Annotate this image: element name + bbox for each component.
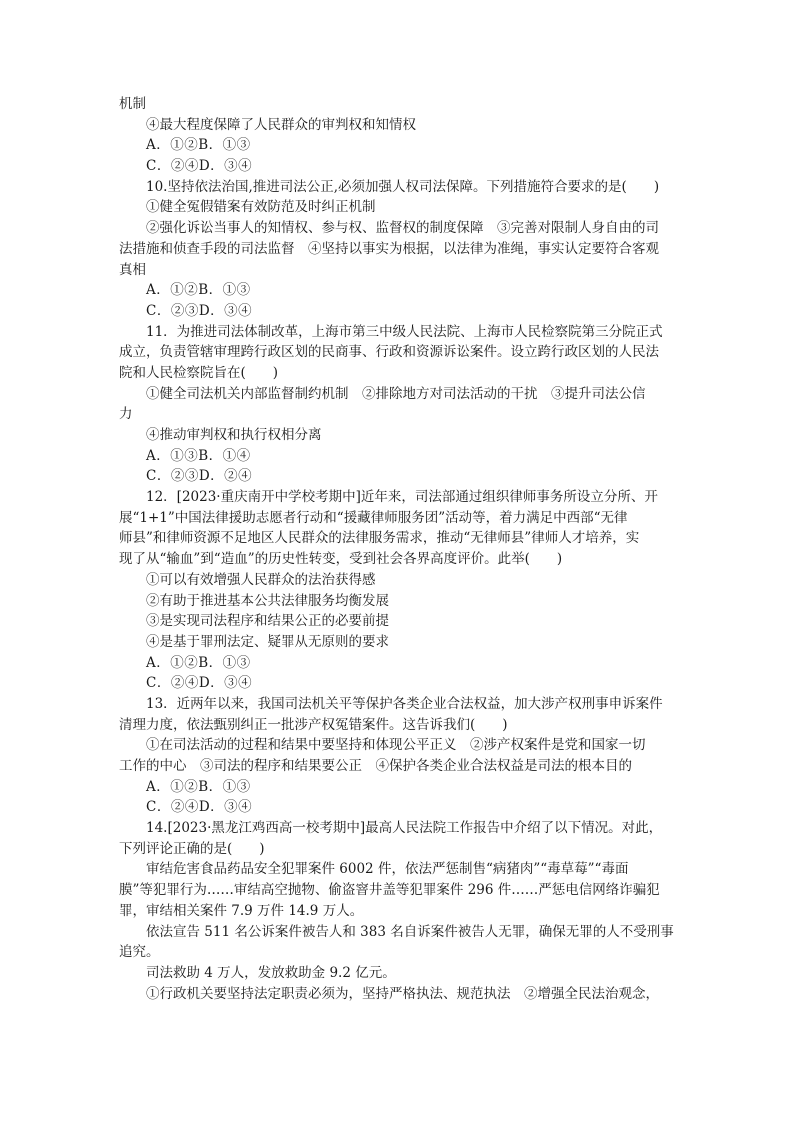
text-line: ①行政机关要坚持法定职责必须为，坚持严格执法、规范执法 ②增强全民法治观念，: [146, 985, 659, 1002]
text-line: 14.[2023·黑龙江鸡西高一校考期中]最高人民法院工作报告中介绍了以下情况。对此，: [146, 820, 663, 837]
text-line: ②有助于推进基本公共法律服务均衡发展: [146, 592, 389, 609]
text-line: ③是实现司法程序和结果公正的必要前提: [146, 613, 389, 630]
text-line: ①健全司法机关内部监督制约机制 ②排除地方对司法活动的干扰 ③提升司法公信: [146, 385, 646, 402]
text-line: 清理力度，依法甄别纠正一批涉产权冤错案件。这告诉我们( ): [119, 716, 508, 733]
text-line: C．②③D．②④: [146, 468, 253, 485]
text-line: 力: [119, 406, 133, 423]
text-line: 法措施和侦查手段的司法监督 ④坚持以事实为根据，以法律为准绳，事实认定要符合客观: [119, 240, 659, 257]
text-line: 现了从“输血”到“造血”的历史性转变，受到社会各界高度评价。此举( ): [119, 551, 563, 568]
text-line: 追究。: [119, 944, 160, 961]
text-line: A．①②B．①③: [146, 282, 251, 299]
text-line: 展“1+1”中国法律援助志愿者行动和“援藏律师服务团”活动等，着力满足中西部“无律: [119, 509, 628, 526]
text-line: 审结危害食品药品安全犯罪案件 6002 件，依法严惩制售“病猪肉”“毒草莓”“毒面: [146, 861, 629, 878]
text-line: 下列评论正确的是( ): [119, 840, 265, 857]
text-line: A．①③B．①④: [146, 447, 251, 464]
text-line: 成立，负责管辖审理跨行政区划的民商事、行政和资源诉讼案件。设立跨行政区划的人民法: [119, 344, 659, 361]
text-line: C．②④D．③④: [146, 799, 253, 816]
text-line: A．①②B．①③: [146, 778, 251, 795]
text-line: 师县”和律师资源不足地区人民群众的法律服务需求，推动“无律师县”律师人才培养，实: [119, 530, 640, 547]
text-line: A．①②B．①③: [146, 654, 251, 671]
text-line: ②强化诉讼当事人的知情权、参与权、监督权的制度保障 ③完善对限制人身自由的司: [146, 220, 659, 237]
text-line: 工作的中心 ③司法的程序和结果要公正 ④保护各类企业合法权益是司法的根本目的: [119, 758, 632, 774]
document-page: [119, 94, 679, 1004]
text-line: ①健全冤假错案有效防范及时纠正机制: [146, 199, 376, 216]
text-line: 10.坚持依法治国,推进司法公正,必须加强人权司法保障。下列措施符合要求的是( ): [146, 178, 660, 195]
text-line: 院和人民检察院旨在( ): [119, 364, 279, 381]
text-line: 司法救助 4 万人，发放救助金 9.2 亿元。: [146, 964, 396, 981]
text-line: 13．近两年以来，我国司法机关平等保护各类企业合法权益，加大涉产权刑事申诉案件: [146, 695, 663, 712]
text-line: A．①②B．①③: [146, 137, 251, 154]
text-line: ④最大程度保障了人民群众的审判权和知情权: [146, 116, 416, 133]
text-line: ④是基于罪刑法定、疑罪从无原则的要求: [146, 633, 389, 650]
text-line: 真相: [119, 261, 146, 278]
text-line: ④推动审判权和执行权相分离: [146, 427, 322, 443]
text-line: 11．为推进司法体制改革，上海市第三中级人民法院、上海市人民检察院第三分院正式: [146, 323, 663, 340]
text-line: C．②④D．③④: [146, 675, 253, 692]
text-line: 罪，审结相关案件 7.9 万件 14.9 万人。: [119, 902, 364, 919]
text-line: C．②④D．③④: [146, 158, 253, 175]
text-line: 12．[2023·重庆南开中学校考期中]近年来，司法部通过组织律师事务所设立分所、开: [146, 489, 658, 506]
text-line: ①在司法活动的过程和结果中要坚持和体现公平正义 ②涉产权案件是党和国家一切: [146, 737, 646, 754]
text-line: ①可以有效增强人民群众的法治获得感: [146, 571, 376, 588]
text-line: 膜”等犯罪行为……审结高空抛物、偷盗窨井盖等犯罪案件 296 件……严惩电信网络诈骗犯: [119, 882, 660, 899]
text-line: 机制: [119, 96, 146, 112]
text-line: 依法宣告 511 名公诉案件被告人和 383 名自诉案件被告人无罪，确保无罪的人不受刑事: [146, 923, 674, 940]
text-line: C．②③D．③④: [146, 302, 253, 319]
